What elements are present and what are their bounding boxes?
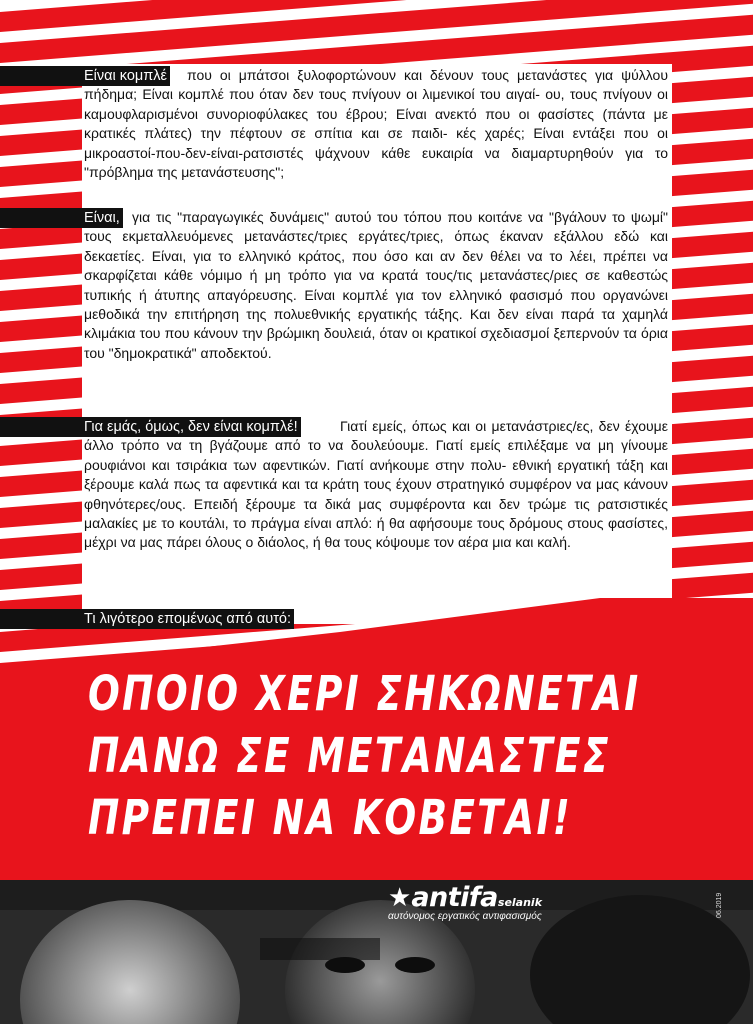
slogan-line-1: ΟΠΟΙΟ ΧΕΡΙ ΣΗΚΩΝΕΤΑΙ <box>88 666 641 722</box>
paragraph-1: που οι μπάτσοι ξυλοφορτώνουν και δένουν τους μετανάστες για ψύλλου πήδημα; Είναι κομπλέ που όταν δεν τους πνίγουν οι λιμενικοί του αιγαί- ου, τους πνίγουν οι καμουφλαρισμένοι συνοριοφύλακες του έβρου; Είναι ανεκτό που οι φασίστες (πάντα με κρατικές πλάτες) την πέφτουν σε σπίτια και σε παιδι- κές χαρές; Είναι εντάξει που οι μικροαστοί-που-δεν-είναι-ρατσιστές ψάχνουν κάθε ευκαιρία να διαμαρτυρηθούν για το "πρόβλημα της μετανάστευσης"; <box>84 67 668 181</box>
paragraph-1-highlight: Είναι κομπλέ <box>0 66 170 86</box>
protesters-photo <box>0 880 753 1024</box>
closing-line-highlight: Τι λιγότερο επομένως από αυτό: <box>0 609 294 629</box>
paragraph-3: Γιατί εμείς, όπως και οι μετανάστριες/ες, δεν έχουμε άλλο τρόπο να τη βγάζουμε από το να δουλεύουμε. Γιατί εμείς επιλέξαμε να μη γίνουμε ρουφιάνοι και τσιράκια των αφεντικών. Γιατί ανήκουμε στην πολυ- εθνική εργατική τάξη και ξέρουμε καλά πως τα αφεντικά και τα κράτη τους έχουν στρατηγικό συμφέρον να μας κάνουν φθηνότερες/ους. Επειδή ξέρουμε τα δικά μας συμφέροντα και δεν τρώμε τις ρατσιστικές μαλακίες με το κουτάλι, το πράγμα είναι απλό: ή θα αφήσουμε τους δρόμους στους φασίστες, μέχρι να μας πάρει όλους ο διάολος, ή θα τους κόψουμε τον αέρα μια και καλή. <box>84 418 668 551</box>
antifa-logo <box>388 882 542 922</box>
paragraph-2: για τις "παραγωγικές δυνάμεις" αυτού του τόπου που κοιτάνε να "βγάλουν το ψωμί" τους εκμεταλλευόμενες μετανάστες/τριες εργάτες/τριες, όπως έκαναν εξάλλου εδώ και δεκαετίες. Είναι, για το ελληνικό κράτος, που όσο και αν δεν θέλει να το λέει, πρέπει να σκαρφίζεται κάθε νόμιμο ή μη τρόπο για να κρατά τους/τις μετανάστες/ριες σε καθεστώς τυπικής ή άτυπης απαγόρευσης. Είναι κομπλέ για τον ελληνικό φασισμό που οργανώνει μεθοδικά την επιτήρηση της πολυεθνικής εργατικής τάξης. Και δεν είναι παρά τα χαμηλά κλιμάκια του που κάνουν την βρώμικη δουλειά, όταν οι κρατικοί σχεδιασμοί ξεπερνούν τα όρια του "δημοκρατικά" αποδεκτού. <box>84 209 668 361</box>
star-icon: ★ <box>388 882 412 912</box>
paragraph-2-highlight: Είναι, <box>0 208 123 228</box>
slogan-line-2: ΠΑΝΩ ΣΕ ΜΕΤΑΝΑΣΤΕΣ <box>88 728 611 784</box>
logo-city: selanik <box>497 896 543 909</box>
paragraph-3-highlight: Για εμάς, όμως, δεν είναι κομπλέ! <box>0 417 301 437</box>
print-date: 06.2019 <box>716 892 723 918</box>
logo-subtitle: αυτόνομος εργατικός αντιφασισμός <box>388 911 542 922</box>
slogan-line-3: ΠΡΕΠΕΙ ΝΑ ΚΟΒΕΤΑΙ! <box>88 790 573 846</box>
logo-name: antifa <box>411 882 498 913</box>
